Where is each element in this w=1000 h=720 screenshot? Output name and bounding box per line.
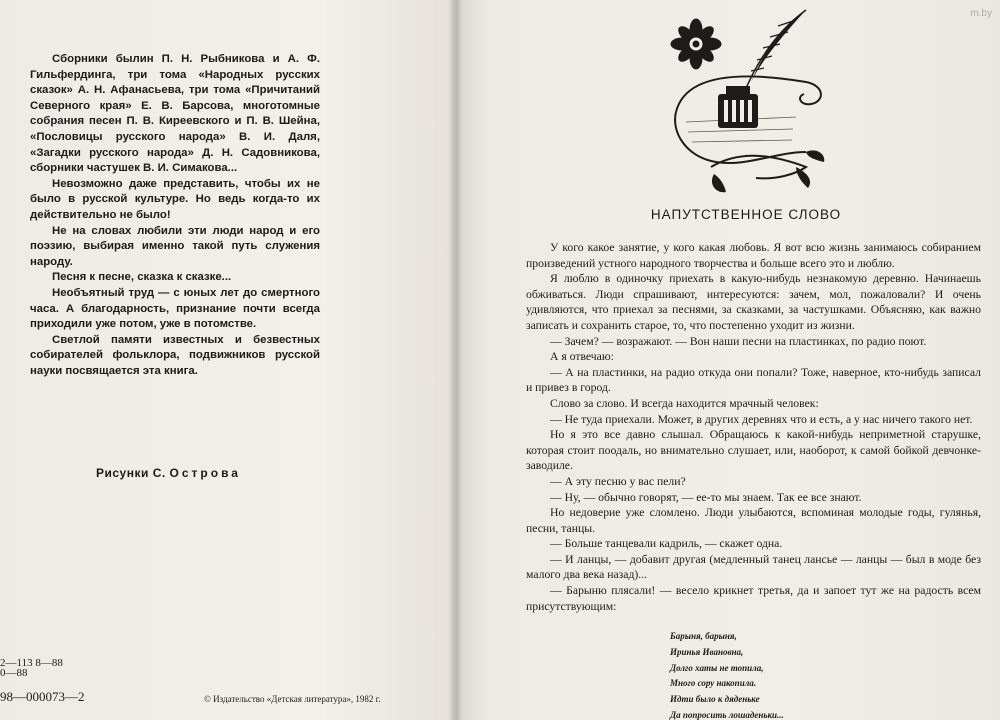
prose-paragraph: — Барыню плясали! — весело крикнет третья, да и запоет тут же на радость всем присутствующим:: [526, 584, 981, 613]
verse-line: Иринья Ивановна,: [670, 646, 744, 657]
verse-line: Долго хаты не топила,: [670, 662, 764, 673]
code-line: 0—88: [0, 667, 28, 679]
catalog-code-top: [0, 658, 63, 678]
prose-paragraph: Я люблю в одиночку приехать в какую-нибудь незнакомую деревню. Начинаешь обживаться. Люди спрашивают, интересуются: зачем, мол, пожаловали? И очень удивляются, что приехал за песнями, за сказками, за частушками. Объясняю, как важно записать и сохранить старое, то, что постепенно уходит из жизни.: [526, 272, 981, 332]
verse-line: Идти было к дяденьке: [670, 694, 760, 705]
right-page: [456, 0, 1000, 720]
book-gutter: [448, 0, 462, 720]
dedication-paragraph: Светлой памяти известных и безвестных собирателей фольклора, подвижников русской науки посвящается эта книга.: [30, 333, 320, 377]
foreword-text: [526, 240, 981, 614]
left-page: [0, 0, 456, 720]
prose-paragraph: А я отвечаю:: [550, 350, 614, 364]
verse-line: Барыня, барыня,: [670, 631, 737, 641]
page-heading: НАПУТСТВЕННОЕ СЛОВО: [650, 207, 842, 222]
dedication-text: [30, 52, 320, 379]
prose-paragraph: — И ланцы, — добавит другая (медленный танец лансье — ланцы — был в моде без малого два века назад)...: [526, 552, 981, 582]
copyright-line: © Издательство «Детская литература», 1982 г.: [204, 694, 381, 704]
watermark: m.by: [970, 8, 992, 19]
prose-paragraph: Но я это все давно слышал. Обращаюсь к какой-нибудь неприметной старушке, которая стоит поодаль, но внимательно слушает, или, наоборот, к самой бойкой девчонке-заводиле.: [526, 428, 981, 473]
prose-paragraph: — А эту песню у вас пели?: [550, 474, 686, 488]
dedication-paragraph: Невозможно даже представить, чтобы их не было в русской культуре. Но ведь когда-то их действительно не было!: [30, 177, 320, 221]
dedication-paragraph: Не на словах любили эти люди народ и его поэзию, выбирая именно такой путь служения народу.: [30, 224, 320, 268]
catalog-code-bottom: 98—000073—2: [0, 689, 85, 704]
dedication-paragraph: Песня к песне, сказка к сказке...: [52, 271, 232, 284]
dedication-paragraph: Необъятный труд — с юных лет до смертного часа. А благодарность, признание почти всегда приходили уже потом, уже в потомстве.: [30, 286, 320, 331]
prose-paragraph: — А на пластинки, на радио откуда они попали? Тоже, наверное, кто-нибудь записал и привез в город.: [526, 365, 981, 395]
code-line: 2—113 8—88: [0, 657, 63, 669]
illustrator-credit: [96, 466, 241, 480]
prose-paragraph: У кого какое занятие, у кого какая любовь. Я вот всю жизнь занимаюсь собиранием произведений устного народного творчества и больше всего это и люблю.: [526, 241, 981, 270]
prose-paragraph: Но недоверие уже сломлено. Люди улыбаются, вспоминая молодые годы, гулянья, песни, танцы.: [526, 506, 981, 535]
flower-inkwell-quill-scroll-icon: [656, 2, 831, 202]
prose-paragraph: — Зачем? — возражают. — Вон наши песни на пластинках, по радио поют.: [550, 334, 927, 348]
credit-label: Рисунки С.: [96, 466, 166, 480]
verse-line: Да попросить лошаденьки...: [670, 709, 784, 720]
verse-line: Много сору накопила.: [670, 678, 757, 689]
prose-paragraph: — Ну, — обычно говорят, — ее-то мы знаем. Так ее все знают.: [550, 490, 862, 504]
prose-paragraph: — Не туда приехали. Может, в других деревнях что и есть, а у нас ничего такого нет.: [550, 412, 973, 426]
dedication-paragraph: Сборники былин П. Н. Рыбникова и А. Ф. Гильфердинга, три тома «Народных русских сказок» А. Н. Афанасьева, три тома «Причитаний Северного края» Е. В. Барсова, многотомные собрания песен П. В. Киреевского и П. В. Шейна, «Пословицы русского народа» В. И. Даля, «Загадки русского народа» Д. Н. Садовникова, сборники частушек В. И. Симакова...: [30, 53, 320, 175]
credit-name: Острова: [169, 466, 241, 480]
prose-paragraph: Слово за слово. И всегда находится мрачный человек:: [550, 396, 819, 410]
prose-paragraph: — Больше танцевали кадриль, — скажет одна.: [550, 537, 783, 551]
song-verse: [670, 629, 784, 720]
